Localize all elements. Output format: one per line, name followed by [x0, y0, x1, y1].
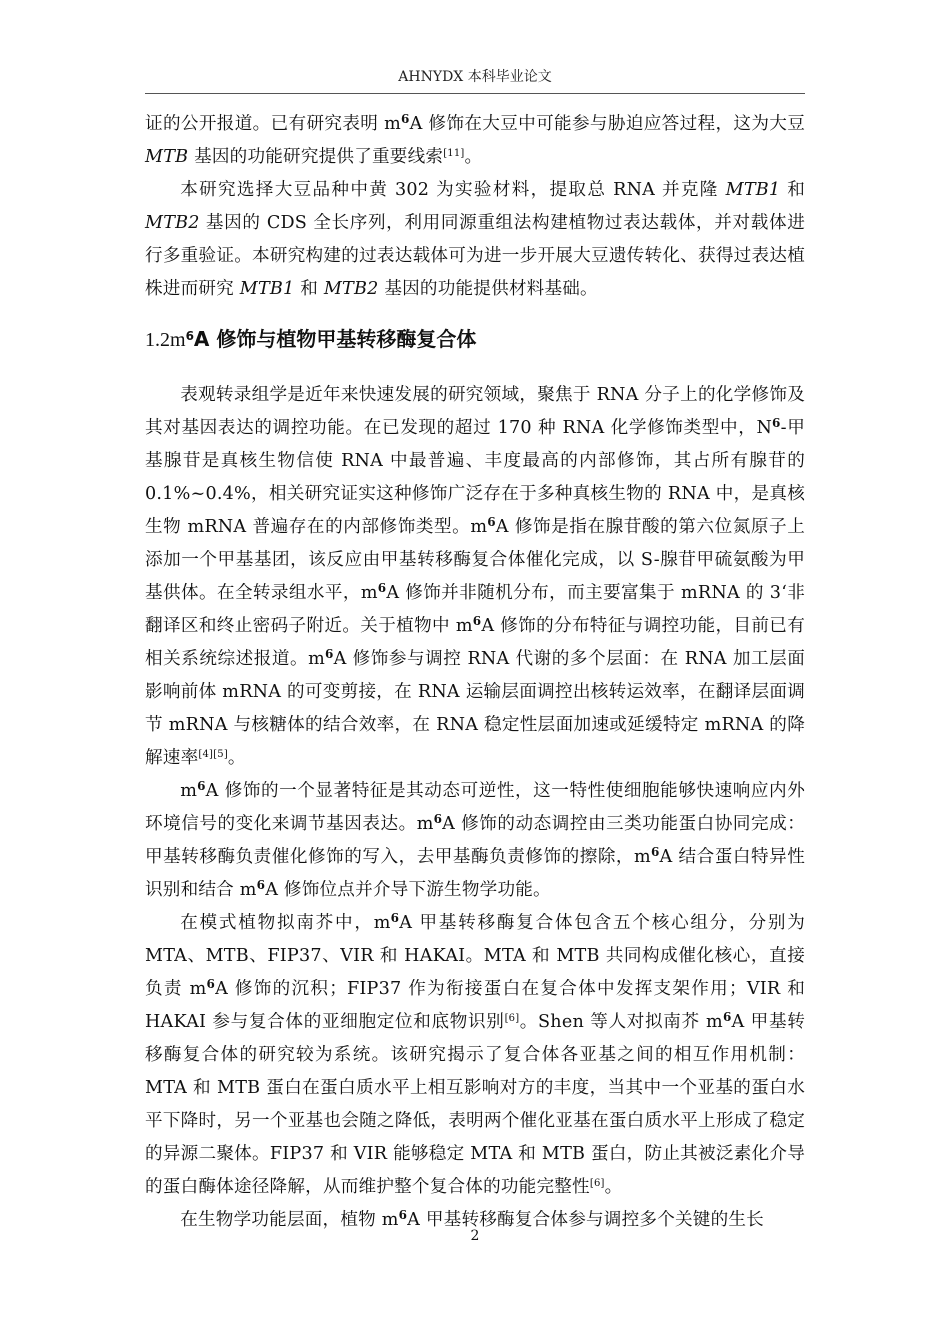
- page-body: [145, 108, 805, 1237]
- paragraph-5: 在模式植物拟南芥中，$m^6A$ 甲基转移酶复合体包含五个核心组分，分别为 MTA、MTB、FIP37、VIR 和 HAKAI。MTA 和 MTB 共同构成催化核心，直接负责 $m^6A$ 修饰的沉积；FIP37 作为衔接蛋白在复合体中发挥支架作用；VIR 和 HAKAI 参与复合体的亚细胞定位和底物识别[6]。Shen 等人对拟南芥 $m^6A$ 甲基转移酶复合体的研究较为系统。该研究揭示了复合体各亚基之间的相互作用机制：MTA 和 MTB 蛋白在蛋白质水平上相互影响对方的丰度，当其中一个亚基的蛋白水平下降时，另一个亚基也会随之降低，表明两个催化亚基在蛋白质水平上形成了稳定的异源二聚体。FIP37 和 VIR 能够稳定 MTA 和 MTB 蛋白，防止其被泛素化介导的蛋白酶体途径降解，从而维护整个复合体的功能完整性[6]。: [145, 911, 806, 1197]
- running-header: AHNYDX 本科毕业论文: [398, 69, 552, 85]
- header-rule: [145, 93, 805, 94]
- paragraph-2: 本研究选择大豆品种中黄 302 为实验材料，提取总 RNA 并克隆 MTB1 和 MTB2 基因的 CDS 全长序列，利用同源重组法构建植物过表达载体，并对载体进行多重验证。本研究构建的过表达载体可为进一步开展大豆遗传转化、获得过表达植株进而研究 MTB1 和 MTB2 基因的功能提供材料基础。: [145, 180, 805, 299]
- citation: [6]: [589, 1178, 605, 1189]
- section-heading: $1.2m^6A$ 修饰与植物甲基转移酶复合体: [145, 327, 477, 351]
- citation: [11]: [443, 148, 465, 159]
- paragraph-4: $m^6A$ 修饰的一个显著特征是其动态可逆性，这一特性使细胞能够快速响应内外环境信号的变化来调节基因表达。$m^6A$ 修饰的动态调控由三类功能蛋白协同完成：甲基转移酶负责催化修饰的写入，去甲基酶负责修饰的擦除，$m^6A$ 结合蛋白特异性识别和结合 $m^6A$ 修饰位点并介导下游生物学功能。: [145, 779, 805, 900]
- page-number: 2: [470, 1228, 480, 1244]
- paragraph-3: 表观转录组学是近年来快速发展的研究领域，聚焦于 RNA 分子上的化学修饰及其对基因表达的调控功能。在已发现的超过 170 种 RNA 化学修饰类型中，$N^6-$甲基腺苷是真核生物信使 RNA 中最普遍、丰度最高的内部修饰，其占所有腺苷的 0.1%~0.4%，相关研究证实这种修饰广泛存在于多种真核生物的 RNA 中，是真核生物 mRNA 普遍存在的内部修饰类型。$m^6A$ 修饰是指在腺苷酸的第六位氮原子上添加一个甲基基团，该反应由甲基转移酶复合体催化完成，以 S-腺苷甲硫氨酸为甲基供体。在全转录组水平，$m^6A$ 修饰并非随机分布，而主要富集于 mRNA 的 3‘非翻译区和终止密码子附近。关于植物中 $m^6A$ 修饰的分布特征与调控功能，目前已有相关系统综述报道。$m^6A$ 修饰参与调控 RNA 代谢的多个层面：在 RNA 加工层面影响前体 mRNA 的可变剪接，在 RNA 运输层面调控出核转运效率，在翻译层面调节 mRNA 与核糖体的结合效率，在 RNA 稳定性层面加速或延缓特定 mRNA 的降解速率[4][5]。: [145, 385, 805, 768]
- citation: [6]: [504, 1013, 520, 1024]
- paragraph-6: 在生物学功能层面，植物 $m^6A$ 甲基转移酶复合体参与调控多个关键的生长: [180, 1208, 764, 1230]
- paragraph-1: 证的公开报道。已有研究表明 $m^6A$ 修饰在大豆中可能参与胁迫应答过程，这为大豆 MTB 基因的功能研究提供了重要线索[11]。: [145, 112, 806, 167]
- citation: [4][5]: [198, 749, 228, 760]
